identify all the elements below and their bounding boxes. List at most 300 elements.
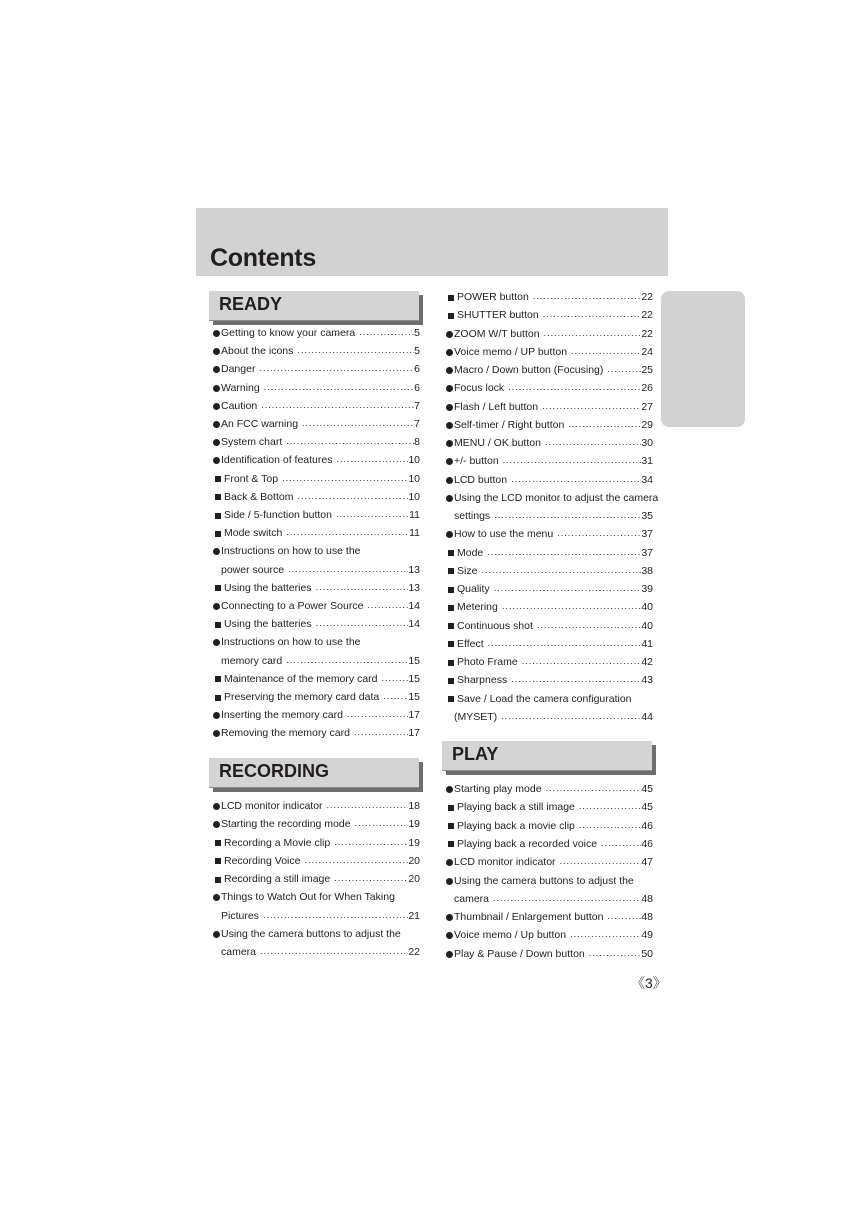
dot-leader [570, 928, 641, 942]
toc-entry-page-number: 10 [408, 472, 420, 485]
toc-entry-label: (MYSET) [454, 710, 498, 723]
toc-entry-label: MENU / OK button [454, 437, 541, 450]
toc-entry[interactable] [213, 362, 420, 376]
dot-leader [545, 436, 641, 450]
dot-leader [579, 819, 641, 833]
toc-entry[interactable] [213, 909, 420, 923]
toc-entry-page-number: 27 [641, 400, 653, 413]
toc-entry[interactable] [213, 544, 365, 558]
round-bullet-icon [213, 803, 220, 810]
toc-entry-page-number: 49 [641, 929, 653, 942]
round-bullet-icon [213, 931, 220, 938]
square-bullet-icon [215, 531, 221, 537]
toc-entry-page-number: 22 [408, 946, 420, 958]
toc-entry-label: Quality [457, 583, 490, 596]
dot-leader [286, 526, 409, 540]
toc-list-play [446, 782, 653, 962]
round-bullet-icon [213, 457, 220, 464]
toc-entry[interactable] [213, 817, 420, 831]
round-bullet-icon [213, 348, 220, 355]
dot-leader [488, 637, 642, 651]
toc-entry-label: Back & Bottom [224, 490, 294, 503]
toc-entry[interactable] [446, 381, 653, 395]
square-bullet-icon [215, 513, 221, 519]
toc-entry[interactable] [213, 945, 420, 959]
toc-entry[interactable] [446, 436, 653, 450]
toc-list-ready [213, 326, 420, 746]
dot-leader [544, 327, 642, 341]
dot-leader [571, 345, 641, 359]
chapter-side-tab [661, 291, 745, 427]
toc-entry-page-number: 47 [641, 856, 653, 869]
section-heading-label: RECORDING [219, 761, 330, 781]
toc-entry-page-number: 5 [414, 345, 420, 358]
toc-entry[interactable] [446, 692, 636, 706]
dot-leader [557, 527, 641, 541]
toc-entry[interactable] [446, 491, 662, 505]
toc-entry[interactable] [446, 509, 653, 523]
toc-entry[interactable] [213, 417, 420, 431]
contents-header-band [196, 208, 668, 276]
square-bullet-icon [215, 622, 221, 628]
toc-entry[interactable] [446, 710, 653, 724]
toc-entry[interactable] [446, 837, 653, 851]
toc-entry-label: Metering [457, 601, 498, 614]
toc-entry-label: Thumbnail / Enlargement button [454, 911, 604, 924]
toc-entry-page-number: 7 [414, 418, 420, 430]
toc-entry[interactable] [446, 947, 653, 961]
toc-entry-label: Side / 5-function button [224, 509, 332, 521]
square-bullet-icon [448, 295, 454, 301]
square-bullet-icon [448, 641, 454, 647]
toc-entry[interactable] [213, 617, 420, 631]
toc-entry-page-number: 30 [641, 437, 653, 450]
dot-leader [508, 381, 641, 395]
toc-entry-page-number: 46 [641, 819, 653, 832]
round-bullet-icon [446, 878, 453, 885]
toc-entry-page-number: 45 [641, 801, 653, 814]
toc-entry[interactable] [446, 327, 653, 341]
square-bullet-icon [215, 676, 221, 682]
toc-entry-page-number: 17 [408, 727, 420, 740]
toc-entry[interactable] [213, 399, 420, 413]
toc-entry-page-number: 39 [641, 583, 653, 596]
toc-entry[interactable] [446, 363, 653, 377]
section-heading-play [442, 741, 652, 771]
toc-entry[interactable] [213, 581, 420, 595]
toc-entry[interactable] [446, 345, 653, 359]
round-bullet-icon [446, 531, 453, 538]
toc-entry-label: Recording a Movie clip [224, 836, 331, 849]
toc-entry[interactable] [446, 527, 653, 541]
toc-entry-label: Starting the recording mode [221, 818, 351, 831]
toc-entry-label: Save / Load the camera configuration [457, 692, 632, 705]
toc-entry-label: Removing the memory card [221, 727, 350, 740]
square-bullet-icon [215, 840, 221, 846]
round-bullet-icon [213, 639, 220, 646]
toc-entry-label: Size [457, 564, 478, 577]
dot-leader [367, 599, 408, 613]
toc-list-recording [213, 799, 420, 969]
dot-leader [502, 600, 641, 614]
dot-leader [522, 655, 642, 669]
toc-entry[interactable] [446, 619, 653, 633]
toc-entry-label: Effect [457, 637, 484, 650]
round-bullet-icon [446, 458, 453, 465]
square-bullet-icon [448, 587, 454, 593]
toc-entry-label: Caution [221, 399, 258, 412]
page-number: 《3》 [631, 975, 667, 991]
toc-entry[interactable] [213, 708, 420, 722]
toc-entry-page-number: 43 [641, 674, 653, 687]
toc-entry[interactable] [446, 454, 653, 468]
toc-entry[interactable] [213, 508, 420, 522]
dot-leader [481, 564, 641, 578]
round-bullet-icon [213, 403, 220, 410]
round-bullet-icon [446, 385, 453, 392]
toc-entry-page-number: 37 [641, 546, 653, 559]
toc-entry-label: Getting to know your camera [221, 327, 356, 339]
toc-entry[interactable] [213, 872, 420, 886]
dot-leader [337, 453, 409, 467]
toc-entry-label: Instructions on how to use the [221, 636, 361, 649]
toc-entry[interactable] [213, 435, 420, 449]
toc-entry-page-number: 7 [414, 399, 420, 412]
toc-entry[interactable] [446, 400, 653, 414]
square-bullet-icon [448, 841, 454, 847]
round-bullet-icon [446, 786, 453, 793]
round-bullet-icon [213, 421, 220, 428]
toc-entry[interactable] [213, 563, 420, 577]
dot-leader [503, 454, 642, 468]
toc-entry[interactable] [446, 928, 653, 942]
dot-leader [355, 817, 409, 831]
toc-entry-page-number: 8 [414, 436, 420, 449]
square-bullet-icon [215, 877, 221, 883]
toc-entry-page-number: 50 [641, 947, 653, 960]
toc-entry-page-number: 29 [641, 418, 653, 431]
toc-list-buttons-and-menus [446, 290, 659, 730]
toc-entry-label: Continuous shot [457, 619, 533, 632]
square-bullet-icon [448, 623, 454, 629]
toc-entry-page-number: 15 [408, 691, 420, 703]
dot-leader [282, 472, 408, 486]
toc-entry[interactable] [446, 546, 653, 560]
toc-entry-page-number: 24 [641, 345, 653, 358]
round-bullet-icon [446, 951, 453, 958]
round-bullet-icon [213, 821, 220, 828]
dot-leader [383, 690, 408, 704]
dot-leader [286, 435, 414, 449]
toc-entry[interactable] [446, 308, 653, 322]
toc-entry-label: Playing back a movie clip [457, 819, 575, 832]
dot-leader [494, 582, 642, 596]
toc-entry[interactable] [213, 526, 420, 540]
dot-leader [316, 581, 409, 595]
square-bullet-icon [215, 585, 221, 591]
toc-entry-page-number: 48 [641, 911, 653, 924]
toc-entry-page-number: 11 [409, 509, 420, 521]
toc-entry[interactable] [446, 892, 653, 906]
dot-leader [261, 399, 414, 413]
toc-entry-label: Using the batteries [224, 618, 312, 631]
round-bullet-icon [213, 548, 220, 555]
toc-entry-label: Pictures [221, 909, 259, 922]
toc-entry-label: camera [221, 946, 257, 958]
toc-entry-label: Preserving the memory card data [224, 691, 380, 703]
toc-entry-page-number: 5 [414, 327, 420, 339]
dot-leader [260, 945, 408, 959]
page-title: Contents [210, 244, 316, 272]
toc-entry-label: camera [454, 892, 490, 905]
round-bullet-icon [213, 712, 220, 719]
toc-entry[interactable] [446, 673, 653, 687]
dot-leader [263, 909, 408, 923]
toc-entry-page-number: 20 [408, 873, 420, 885]
round-bullet-icon [446, 859, 453, 866]
toc-entry-label: memory card [221, 654, 283, 667]
toc-entry-page-number: 17 [408, 709, 420, 722]
toc-entry-page-number: 21 [408, 909, 420, 922]
toc-entry-page-number: 34 [641, 473, 653, 486]
toc-entry[interactable] [213, 599, 420, 613]
toc-entry-label: Sharpness [457, 674, 508, 687]
toc-entry-label: Recording Voice [224, 854, 301, 867]
toc-entry-page-number: 42 [641, 656, 653, 669]
toc-entry[interactable] [213, 890, 399, 904]
round-bullet-icon [446, 932, 453, 939]
section-heading-label: READY [219, 294, 283, 314]
square-bullet-icon [215, 695, 221, 701]
dot-leader [286, 654, 408, 668]
dot-leader [560, 855, 642, 869]
square-bullet-icon [215, 476, 221, 482]
toc-entry-page-number: 10 [408, 490, 420, 503]
toc-entry-label: LCD monitor indicator [454, 856, 556, 869]
toc-entry-label: Connecting to a Power Source [221, 600, 364, 612]
square-bullet-icon [448, 313, 454, 319]
round-bullet-icon [446, 477, 453, 484]
dot-leader [259, 362, 414, 376]
dot-leader [334, 836, 408, 850]
toc-entry-page-number: 13 [408, 581, 420, 594]
toc-entry-label: Play & Pause / Down button [454, 947, 585, 960]
toc-entry-label: Using the camera buttons to adjust the [221, 927, 401, 940]
toc-entry-label: Warning [221, 381, 260, 394]
toc-entry[interactable] [446, 655, 653, 669]
square-bullet-icon [448, 660, 454, 666]
toc-entry-label: Flash / Left button [454, 400, 539, 413]
toc-entry[interactable] [446, 473, 653, 487]
toc-entry[interactable] [446, 290, 653, 304]
round-bullet-icon [213, 330, 220, 337]
toc-entry-page-number: 11 [409, 527, 420, 540]
toc-entry-page-number: 19 [408, 818, 420, 831]
toc-entry-label: Playing back a recorded voice [457, 837, 598, 850]
dot-leader [487, 546, 641, 560]
round-bullet-icon [446, 349, 453, 356]
dot-leader [607, 363, 641, 377]
square-bullet-icon [448, 550, 454, 556]
toc-entry-label: LCD monitor indicator [221, 800, 323, 812]
square-bullet-icon [215, 858, 221, 864]
toc-entry[interactable] [213, 654, 420, 668]
toc-entry[interactable] [213, 927, 405, 941]
toc-entry-label: Starting play mode [454, 783, 542, 795]
round-bullet-icon [446, 422, 453, 429]
toc-entry-label: Mode switch [224, 527, 283, 540]
toc-entry-page-number: 6 [414, 363, 420, 376]
toc-entry[interactable] [446, 418, 653, 432]
toc-entry-page-number: 22 [641, 291, 653, 303]
toc-entry[interactable] [446, 582, 653, 596]
square-bullet-icon [448, 678, 454, 684]
toc-entry-label: Focus lock [454, 382, 505, 395]
toc-entry-page-number: 14 [408, 600, 420, 612]
toc-entry-label: Danger [221, 363, 256, 376]
square-bullet-icon [215, 494, 221, 500]
round-bullet-icon [446, 495, 453, 502]
square-bullet-icon [448, 823, 454, 829]
toc-entry-page-number: 22 [641, 309, 653, 322]
toc-entry-label: Photo Frame [457, 656, 518, 669]
dot-leader [297, 490, 408, 504]
toc-entry-label: settings [454, 510, 491, 523]
dot-leader [354, 726, 408, 740]
toc-entry-label: +/- button [454, 455, 499, 468]
toc-entry-page-number: 13 [408, 563, 420, 576]
toc-entry-label: Identification of features [221, 454, 333, 467]
toc-entry[interactable] [213, 344, 420, 358]
toc-entry[interactable] [213, 672, 420, 686]
toc-entry-page-number: 40 [641, 619, 653, 632]
round-bullet-icon [213, 385, 220, 392]
toc-entry[interactable] [213, 799, 420, 813]
toc-entry-page-number: 6 [414, 381, 420, 394]
dot-leader [543, 308, 642, 322]
toc-entry-label: Things to Watch Out for When Taking [221, 891, 395, 904]
toc-entry-label: Front & Top [224, 472, 279, 485]
toc-entry-label: Using the camera buttons to adjust the [454, 874, 634, 887]
toc-entry-page-number: 22 [641, 327, 653, 340]
dot-leader [601, 837, 641, 851]
round-bullet-icon [213, 894, 220, 901]
toc-entry[interactable] [446, 782, 653, 796]
toc-entry-label: About the icons [221, 345, 294, 358]
dot-leader [511, 473, 641, 487]
toc-entry[interactable] [213, 381, 420, 395]
toc-entry-label: Using the LCD monitor to adjust the camera [454, 491, 659, 504]
dot-leader [302, 417, 414, 431]
dot-leader [297, 344, 414, 358]
dot-leader [316, 617, 409, 631]
toc-entry[interactable] [446, 600, 653, 614]
toc-entry-label: An FCC warning [221, 418, 299, 430]
toc-entry[interactable] [446, 637, 653, 651]
toc-entry-label: Instructions on how to use the [221, 545, 361, 558]
toc-entry-page-number: 20 [408, 854, 420, 867]
toc-entry-page-number: 15 [408, 654, 420, 667]
toc-entry-label: Self-timer / Right button [454, 418, 565, 431]
dot-leader [494, 509, 641, 523]
toc-entry-label: SHUTTER button [457, 309, 539, 322]
dot-leader [382, 672, 409, 686]
toc-entry[interactable] [446, 564, 653, 578]
round-bullet-icon [446, 367, 453, 374]
round-bullet-icon [213, 439, 220, 446]
round-bullet-icon [213, 366, 220, 373]
toc-entry[interactable] [213, 635, 365, 649]
round-bullet-icon [446, 440, 453, 447]
toc-entry-label: Using the batteries [224, 581, 312, 594]
toc-entry-label: System chart [221, 436, 283, 449]
dot-leader [607, 910, 641, 924]
dot-leader [579, 800, 641, 814]
toc-entry[interactable] [213, 726, 420, 740]
dot-leader [264, 381, 414, 395]
dot-leader [537, 619, 641, 633]
toc-entry-label: Macro / Down button (Focusing) [454, 364, 604, 377]
toc-entry-page-number: 41 [641, 637, 653, 650]
dot-leader [359, 326, 414, 340]
dot-leader [334, 872, 408, 886]
round-bullet-icon [446, 404, 453, 411]
toc-entry[interactable] [213, 326, 420, 340]
toc-entry[interactable] [213, 472, 420, 486]
dot-leader [546, 782, 642, 796]
toc-entry-page-number: 14 [408, 618, 420, 631]
toc-entry-page-number: 48 [641, 892, 653, 905]
toc-entry[interactable] [213, 836, 420, 850]
dot-leader [589, 947, 642, 961]
dot-leader [304, 854, 408, 868]
dot-leader [533, 290, 642, 304]
toc-entry-page-number: 45 [641, 783, 653, 795]
square-bullet-icon [448, 568, 454, 574]
toc-entry[interactable] [446, 819, 653, 833]
dot-leader [542, 400, 641, 414]
toc-entry-page-number: 25 [641, 364, 653, 377]
toc-entry[interactable] [446, 910, 653, 924]
toc-entry[interactable] [213, 453, 420, 467]
dot-leader [347, 708, 408, 722]
dot-leader [511, 673, 641, 687]
toc-entry-page-number: 38 [641, 564, 653, 577]
square-bullet-icon [448, 805, 454, 811]
toc-entry-label: ZOOM W/T button [454, 327, 540, 340]
toc-entry[interactable] [446, 855, 653, 869]
toc-entry-label: Voice memo / UP button [454, 345, 568, 358]
toc-entry[interactable] [446, 874, 638, 888]
toc-entry-label: How to use the menu [454, 528, 554, 541]
section-heading-ready [209, 291, 419, 321]
toc-entry[interactable] [213, 690, 420, 704]
section-heading-recording [209, 758, 419, 788]
toc-entry[interactable] [213, 854, 420, 868]
toc-entry[interactable] [446, 800, 653, 814]
toc-entry-page-number: 26 [641, 382, 653, 395]
toc-entry-label: Inserting the memory card [221, 709, 343, 722]
toc-entry[interactable] [213, 490, 420, 504]
toc-entry-label: Playing back a still image [457, 801, 575, 814]
toc-entry-label: power source [221, 563, 285, 576]
toc-entry-page-number: 35 [641, 510, 653, 523]
round-bullet-icon [213, 730, 220, 737]
toc-entry-label: Recording a still image [224, 873, 331, 885]
toc-entry-page-number: 37 [641, 528, 653, 541]
toc-entry-label: POWER button [457, 291, 529, 303]
dot-leader [327, 799, 409, 813]
